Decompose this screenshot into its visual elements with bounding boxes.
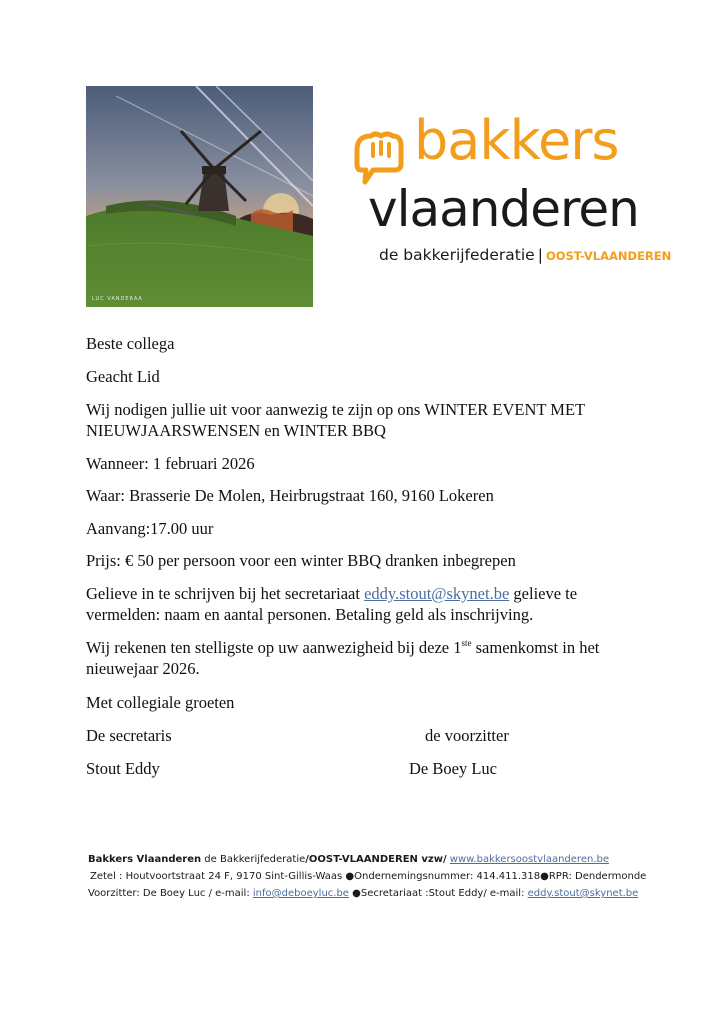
footer-org-federation: de Bakkerijfederatie <box>201 854 306 865</box>
attendance-line-1 <box>86 637 599 658</box>
logo-word-bakkers: bakkers <box>414 109 619 172</box>
event-date: Wanneer: 1 februari 2026 <box>86 454 255 473</box>
registration-text: Gelieve in te schrijven bij het secretariaat <box>86 584 365 603</box>
event-price: Prijs: € 50 per persoon voor een winter BBQ dranken inbegrepen <box>86 551 516 570</box>
footer-contact-line <box>88 888 638 899</box>
event-start-time: Aanvang:17.00 uur <box>86 519 214 538</box>
logo-region: OOST-VLAANDEREN <box>545 249 672 263</box>
attendance-line-2: nieuwejaar 2026. <box>86 659 200 678</box>
registration-line-1 <box>86 583 577 604</box>
footer-org-line <box>88 854 609 865</box>
footer-org-name: Bakkers Vlaanderen <box>88 854 202 865</box>
invite-line-2: NIEUWJAARSWENSEN en WINTER BBQ <box>86 421 386 440</box>
logo-tagline-text: de bakkerijfederatie <box>379 246 535 264</box>
signature-secretary: Stout Eddy <box>86 759 160 778</box>
windmill-photo <box>86 86 313 307</box>
secretariat-email-link[interactable]: eddy.stout@skynet.be <box>364 584 510 603</box>
attendance-text-end: samenkomst in het <box>471 638 600 657</box>
logo-word-vlaanderen: vlaanderen <box>368 180 639 238</box>
registration-line-2: vermelden: naam en aantal personen. Betaling geld als inschrijving. <box>86 605 534 624</box>
bakkers-vlaanderen-logo <box>348 109 672 274</box>
ordinal-suffix: ste <box>461 638 472 648</box>
invite-line-1: Wij nodigen jullie uit voor aanwezig te zijn op ons WINTER EVENT MET <box>86 400 586 419</box>
role-chairman: de voorzitter <box>425 726 509 745</box>
role-secretary: De secretaris <box>86 726 172 745</box>
logo-separator: | <box>537 246 543 264</box>
attendance-text: Wij rekenen ten stelligste op uw aanwezigheid bij deze 1 <box>86 638 462 657</box>
secretariat-footer-email-link[interactable]: eddy.stout@skynet.be <box>527 888 639 899</box>
footer-chairman-label: Voorzitter: De Boey Luc / e-mail: <box>88 888 253 899</box>
logo-tagline <box>379 246 671 264</box>
windmill-image <box>86 86 313 307</box>
registration-text-end: gelieve te <box>509 584 578 603</box>
footer-address-line: Zetel : Houtvoortstraat 24 F, 9170 Sint-Gillis-Waas ●Ondernemingsnummer: 414.411.318●RPR: Dendermonde <box>90 871 647 882</box>
salutation: Geacht Lid <box>86 367 160 386</box>
footer-secretariat-label: ●Secretariaat :Stout Eddy/ e-mail: <box>348 888 528 899</box>
greeting: Beste collega <box>86 334 175 353</box>
closing: Met collegiale groeten <box>86 693 235 712</box>
photo-credit: LUC VANDERAA <box>92 296 143 302</box>
website-link[interactable]: www.bakkersoostvlaanderen.be <box>449 854 609 865</box>
event-location: Waar: Brasserie De Molen, Heirbrugstraat 160, 9160 Lokeren <box>86 486 494 505</box>
chairman-email-link[interactable]: info@deboeyluc.be <box>252 888 349 899</box>
signature-chairman: De Boey Luc <box>409 759 497 778</box>
footer-org-region: /OOST-VLAANDEREN vzw/ <box>305 854 447 865</box>
